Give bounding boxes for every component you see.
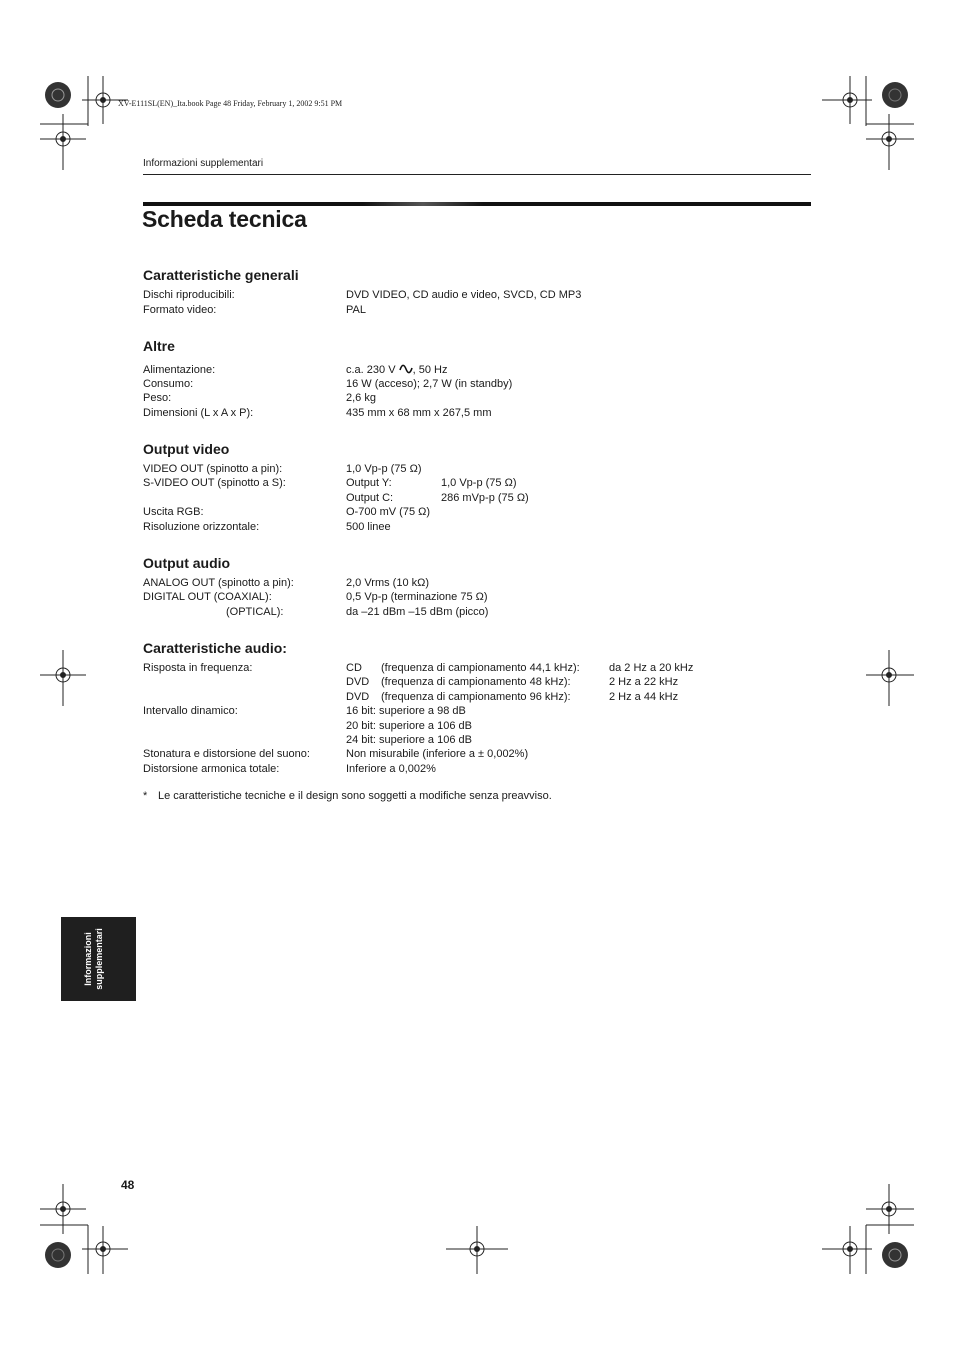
freq-range: 2 Hz a 44 kHz (609, 691, 679, 703)
heading-audio-out: Output audio (143, 555, 231, 571)
footnote (143, 790, 552, 802)
freq-desc: (frequenza di campionamento 96 kHz): (381, 691, 571, 703)
heading-video: Output video (143, 441, 230, 457)
spec-label: Alimentazione: (143, 364, 216, 376)
spec-value: 2,0 Vrms (10 kΩ) (346, 577, 429, 589)
spec-label: Risposta in frequenza: (143, 662, 253, 674)
header-rule (143, 174, 811, 175)
spec-value: 500 linee (346, 521, 391, 533)
freq-source: CD (346, 662, 362, 674)
power-voltage: c.a. 230 V (346, 364, 396, 376)
spec-value: O-700 mV (75 Ω) (346, 506, 431, 518)
side-tab-line2: supplementari (94, 928, 104, 990)
spec-label: Formato video: (143, 304, 217, 316)
spec-value: PAL (346, 304, 366, 316)
spec-sublabel: Output C: (346, 492, 394, 504)
spec-label: (OPTICAL): (226, 606, 284, 618)
spec-value: 16 bit: superiore a 98 dB (346, 705, 466, 717)
print-info-line: XV-E111SL(EN)_Ita.book Page 48 Friday, February 1, 2002 9:51 PM (118, 99, 343, 108)
page-title: Scheda tecnica (142, 206, 307, 232)
spec-label: ANALOG OUT (spinotto a pin): (143, 577, 294, 589)
freq-range: da 2 Hz a 20 kHz (609, 662, 694, 674)
freq-desc: (frequenza di campionamento 48 kHz): (381, 676, 571, 688)
side-tab (61, 917, 136, 1001)
freq-source: DVD (346, 691, 370, 703)
heading-audio-char: Caratteristiche audio: (143, 640, 287, 656)
spec-label: Peso: (143, 392, 172, 404)
power-frequency: , 50 Hz (412, 364, 448, 376)
side-tab-line1: Informazioni (83, 932, 93, 986)
spec-label: S-VIDEO OUT (spinotto a S): (143, 477, 286, 489)
spec-value-power (346, 363, 447, 377)
spec-value: 1,0 Vp-p (75 Ω) (441, 477, 517, 489)
spec-value: DVD VIDEO, CD audio e video, SVCD, CD MP3 (346, 289, 582, 301)
spec-label: Uscita RGB: (143, 506, 204, 518)
footnote-star: * (143, 790, 148, 802)
spec-value: 16 W (acceso); 2,7 W (in standby) (346, 378, 513, 390)
spec-value: 20 bit: superiore a 106 dB (346, 720, 472, 732)
spec-value: 2,6 kg (346, 392, 376, 404)
spec-label: Dimensioni (L x A x P): (143, 407, 254, 419)
spec-label: Risoluzione orizzontale: (143, 521, 260, 533)
side-tab-label (83, 928, 105, 990)
footnote-text: Le caratteristiche tecniche e il design sono soggetti a modifiche senza preavviso. (158, 790, 552, 802)
spec-value: Non misurabile (inferiore a ± 0,002%) (346, 748, 529, 760)
spec-label: Stonatura e distorsione del suono: (143, 748, 310, 760)
freq-range: 2 Hz a 22 kHz (609, 676, 679, 688)
spec-label: Distorsione armonica totale: (143, 763, 280, 775)
heading-general: Caratteristiche generali (143, 267, 299, 283)
spec-value: 1,0 Vp-p (75 Ω) (346, 463, 422, 475)
spec-value: 286 mVp-p (75 Ω) (441, 492, 529, 504)
spec-value: 435 mm x 68 mm x 267,5 mm (346, 407, 492, 419)
running-header: Informazioni supplementari (143, 158, 264, 169)
ac-symbol-icon (399, 364, 413, 374)
heading-other: Altre (143, 338, 175, 354)
spec-value: 0,5 Vp-p (terminazione 75 Ω) (346, 591, 488, 603)
spec-value: da –21 dBm –15 dBm (picco) (346, 606, 489, 618)
freq-desc: (frequenza di campionamento 44,1 kHz): (381, 662, 580, 674)
freq-source: DVD (346, 676, 370, 688)
spec-label: DIGITAL OUT (COAXIAL): (143, 591, 272, 603)
spec-label: Dischi riproducibili: (143, 289, 235, 301)
spec-label: Consumo: (143, 378, 194, 390)
spec-value: 24 bit: superiore a 106 dB (346, 734, 472, 746)
spec-label: Intervallo dinamico: (143, 705, 238, 717)
spec-sublabel: Output Y: (346, 477, 392, 489)
page-number: 48 (121, 1178, 135, 1192)
spec-label: VIDEO OUT (spinotto a pin): (143, 463, 283, 475)
spec-value: Inferiore a 0,002% (346, 763, 436, 775)
